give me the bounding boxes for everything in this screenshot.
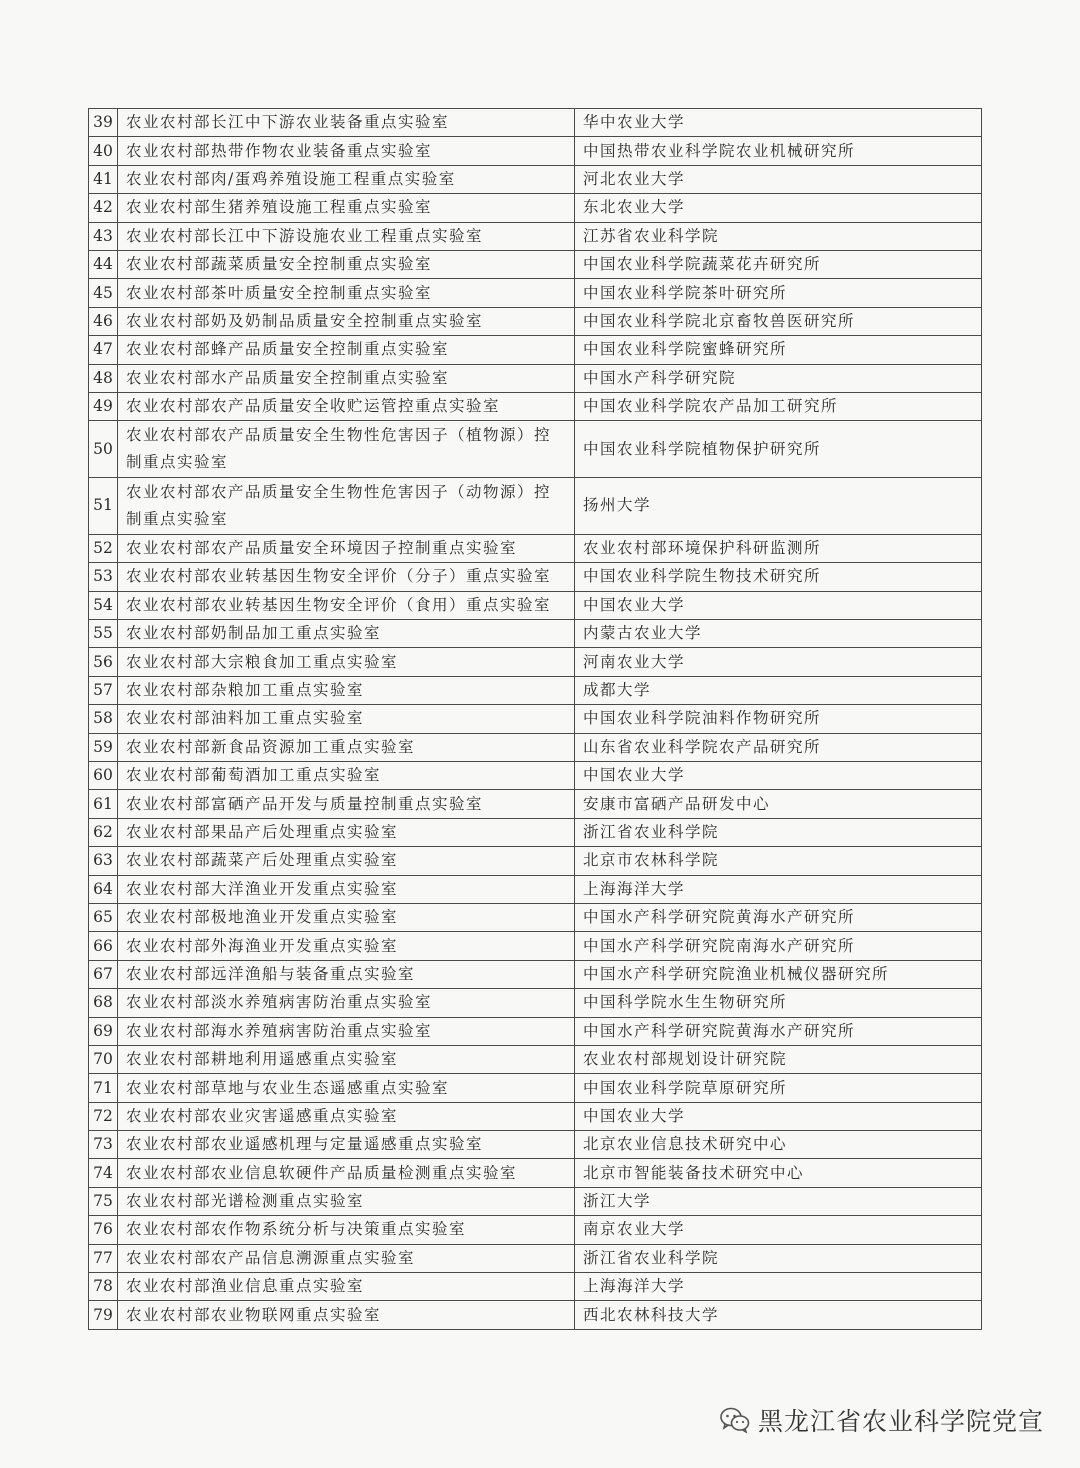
row-number: 79 [89, 1301, 118, 1329]
lab-name: 农业农村部淡水养殖病害防治重点实验室 [118, 989, 575, 1017]
host-organization: 江苏省农业科学院 [575, 222, 982, 250]
table-row [89, 534, 982, 562]
host-organization: 山东省农业科学院农产品研究所 [575, 733, 982, 761]
row-number: 52 [89, 534, 118, 562]
lab-name: 农业农村部蜂产品质量安全控制重点实验室 [118, 336, 575, 364]
table-row [89, 222, 982, 250]
table-row [89, 392, 982, 420]
table-row [89, 307, 982, 335]
table-row [89, 903, 982, 931]
table-row [89, 137, 982, 165]
host-organization: 中国水产科学研究院南海水产研究所 [575, 932, 982, 960]
row-number: 47 [89, 336, 118, 364]
row-number: 41 [89, 165, 118, 193]
lab-name: 农业农村部油料加工重点实验室 [118, 705, 575, 733]
row-number: 73 [89, 1131, 118, 1159]
lab-name: 农业农村部农产品质量安全生物性危害因子（植物源）控制重点实验室 [118, 421, 575, 478]
lab-name: 农业农村部蔬菜质量安全控制重点实验室 [118, 250, 575, 278]
row-number: 74 [89, 1159, 118, 1187]
lab-name: 农业农村部富硒产品开发与质量控制重点实验室 [118, 790, 575, 818]
lab-name: 农业农村部农产品质量安全收贮运管控重点实验室 [118, 392, 575, 420]
lab-name: 农业农村部远洋渔船与装备重点实验室 [118, 960, 575, 988]
host-organization: 上海海洋大学 [575, 1273, 982, 1301]
host-organization: 北京市智能装备技术研究中心 [575, 1159, 982, 1187]
host-organization: 农业农村部规划设计研究院 [575, 1045, 982, 1073]
lab-name: 农业农村部外海渔业开发重点实验室 [118, 932, 575, 960]
row-number: 78 [89, 1273, 118, 1301]
row-number: 61 [89, 790, 118, 818]
lab-name: 农业农村部极地渔业开发重点实验室 [118, 903, 575, 931]
table-row [89, 1187, 982, 1215]
host-organization: 河北农业大学 [575, 165, 982, 193]
host-organization: 中国农业科学院农产品加工研究所 [575, 392, 982, 420]
host-organization: 中国水产科学研究院 [575, 364, 982, 392]
host-organization: 中国农业大学 [575, 762, 982, 790]
row-number: 66 [89, 932, 118, 960]
row-number: 71 [89, 1074, 118, 1102]
host-organization: 北京市农林科学院 [575, 847, 982, 875]
host-organization: 中国农业科学院草原研究所 [575, 1074, 982, 1102]
table-body [89, 109, 982, 1330]
lab-name: 农业农村部水产品质量安全控制重点实验室 [118, 364, 575, 392]
table-row [89, 1273, 982, 1301]
lab-name: 农业农村部长江中下游农业装备重点实验室 [118, 109, 575, 137]
host-organization: 中国水产科学研究院黄海水产研究所 [575, 1017, 982, 1045]
table-row [89, 1102, 982, 1130]
host-organization: 中国水产科学研究院黄海水产研究所 [575, 903, 982, 931]
table-row [89, 1045, 982, 1073]
table-row [89, 1074, 982, 1102]
table-row [89, 1301, 982, 1329]
lab-name: 农业农村部肉/蛋鸡养殖设施工程重点实验室 [118, 165, 575, 193]
lab-name: 农业农村部热带作物农业装备重点实验室 [118, 137, 575, 165]
row-number: 77 [89, 1244, 118, 1272]
watermark-text: 黑龙江省农业科学院党宣 [757, 1407, 1044, 1436]
lab-name: 农业农村部光谱检测重点实验室 [118, 1187, 575, 1215]
table-row [89, 620, 982, 648]
row-number: 67 [89, 960, 118, 988]
row-number: 46 [89, 307, 118, 335]
host-organization: 东北农业大学 [575, 194, 982, 222]
host-organization: 浙江省农业科学院 [575, 818, 982, 846]
wechat-icon [720, 1407, 750, 1433]
row-number: 65 [89, 903, 118, 931]
row-number: 63 [89, 847, 118, 875]
table-row [89, 336, 982, 364]
host-organization: 农业农村部环境保护科研监测所 [575, 534, 982, 562]
table-row [89, 591, 982, 619]
host-organization: 中国农业科学院蔬菜花卉研究所 [575, 250, 982, 278]
table-row [89, 165, 982, 193]
row-number: 45 [89, 279, 118, 307]
table-row [89, 705, 982, 733]
table-row [89, 478, 982, 535]
lab-name: 农业农村部奶及奶制品质量安全控制重点实验室 [118, 307, 575, 335]
table-row [89, 1244, 982, 1272]
lab-name: 农业农村部农业转基因生物安全评价（食用）重点实验室 [118, 591, 575, 619]
table-row [89, 194, 982, 222]
lab-name: 农业农村部大洋渔业开发重点实验室 [118, 875, 575, 903]
table-row [89, 676, 982, 704]
host-organization: 中国农业科学院蜜蜂研究所 [575, 336, 982, 364]
lab-name: 农业农村部葡萄酒加工重点实验室 [118, 762, 575, 790]
row-number: 44 [89, 250, 118, 278]
watermark [720, 1400, 1044, 1440]
lab-name: 农业农村部杂粮加工重点实验室 [118, 676, 575, 704]
host-organization: 中国农业大学 [575, 1102, 982, 1130]
lab-name: 农业农村部农业信息软硬件产品质量检测重点实验室 [118, 1159, 575, 1187]
row-number: 57 [89, 676, 118, 704]
host-organization: 浙江省农业科学院 [575, 1244, 982, 1272]
lab-list-table [88, 108, 982, 1330]
lab-name: 农业农村部果品产后处理重点实验室 [118, 818, 575, 846]
table-row [89, 733, 982, 761]
table-row [89, 875, 982, 903]
host-organization: 中国农业科学院茶叶研究所 [575, 279, 982, 307]
table-row [89, 279, 982, 307]
host-organization: 华中农业大学 [575, 109, 982, 137]
table-row [89, 563, 982, 591]
row-number: 64 [89, 875, 118, 903]
row-number: 40 [89, 137, 118, 165]
table-row [89, 1159, 982, 1187]
host-organization: 南京农业大学 [575, 1216, 982, 1244]
host-organization: 中国农业科学院生物技术研究所 [575, 563, 982, 591]
lab-name: 农业农村部渔业信息重点实验室 [118, 1273, 575, 1301]
lab-name: 农业农村部草地与农业生态遥感重点实验室 [118, 1074, 575, 1102]
host-organization: 中国农业科学院油料作物研究所 [575, 705, 982, 733]
table-row [89, 960, 982, 988]
host-organization: 中国农业大学 [575, 591, 982, 619]
table-row [89, 1131, 982, 1159]
lab-name: 农业农村部农业灾害遥感重点实验室 [118, 1102, 575, 1130]
table-row [89, 109, 982, 137]
row-number: 42 [89, 194, 118, 222]
table-row [89, 847, 982, 875]
row-number: 53 [89, 563, 118, 591]
row-number: 55 [89, 620, 118, 648]
row-number: 43 [89, 222, 118, 250]
row-number: 76 [89, 1216, 118, 1244]
host-organization: 浙江大学 [575, 1187, 982, 1215]
table-row [89, 932, 982, 960]
host-organization: 中国农业科学院北京畜牧兽医研究所 [575, 307, 982, 335]
table-row [89, 989, 982, 1017]
host-organization: 中国水产科学研究院渔业机械仪器研究所 [575, 960, 982, 988]
lab-name: 农业农村部农产品质量安全环境因子控制重点实验室 [118, 534, 575, 562]
lab-name: 农业农村部农产品信息溯源重点实验室 [118, 1244, 575, 1272]
table-row [89, 648, 982, 676]
row-number: 62 [89, 818, 118, 846]
table-row [89, 250, 982, 278]
lab-name: 农业农村部海水养殖病害防治重点实验室 [118, 1017, 575, 1045]
lab-name: 农业农村部生猪养殖设施工程重点实验室 [118, 194, 575, 222]
lab-name: 农业农村部大宗粮食加工重点实验室 [118, 648, 575, 676]
row-number: 72 [89, 1102, 118, 1130]
host-organization: 扬州大学 [575, 478, 982, 535]
lab-name: 农业农村部长江中下游设施农业工程重点实验室 [118, 222, 575, 250]
lab-name: 农业农村部新食品资源加工重点实验室 [118, 733, 575, 761]
table-row [89, 421, 982, 478]
row-number: 60 [89, 762, 118, 790]
host-organization: 河南农业大学 [575, 648, 982, 676]
row-number: 69 [89, 1017, 118, 1045]
lab-name: 农业农村部奶制品加工重点实验室 [118, 620, 575, 648]
lab-name: 农业农村部蔬菜产后处理重点实验室 [118, 847, 575, 875]
host-organization: 中国热带农业科学院农业机械研究所 [575, 137, 982, 165]
row-number: 54 [89, 591, 118, 619]
host-organization: 内蒙古农业大学 [575, 620, 982, 648]
row-number: 51 [89, 478, 118, 535]
lab-name: 农业农村部农业遥感机理与定量遥感重点实验室 [118, 1131, 575, 1159]
row-number: 50 [89, 421, 118, 478]
host-organization: 安康市富硒产品研发中心 [575, 790, 982, 818]
row-number: 39 [89, 109, 118, 137]
row-number: 59 [89, 733, 118, 761]
lab-name: 农业农村部农业物联网重点实验室 [118, 1301, 575, 1329]
host-organization: 成都大学 [575, 676, 982, 704]
table-row [89, 818, 982, 846]
lab-name: 农业农村部耕地利用遥感重点实验室 [118, 1045, 575, 1073]
lab-name: 农业农村部茶叶质量安全控制重点实验室 [118, 279, 575, 307]
host-organization: 北京农业信息技术研究中心 [575, 1131, 982, 1159]
table-row [89, 1216, 982, 1244]
host-organization: 中国科学院水生生物研究所 [575, 989, 982, 1017]
lab-name: 农业农村部农业转基因生物安全评价（分子）重点实验室 [118, 563, 575, 591]
table-row [89, 790, 982, 818]
row-number: 70 [89, 1045, 118, 1073]
host-organization: 中国农业科学院植物保护研究所 [575, 421, 982, 478]
table-row [89, 762, 982, 790]
lab-name: 农业农村部农产品质量安全生物性危害因子（动物源）控制重点实验室 [118, 478, 575, 535]
table-row [89, 364, 982, 392]
row-number: 48 [89, 364, 118, 392]
row-number: 49 [89, 392, 118, 420]
row-number: 56 [89, 648, 118, 676]
row-number: 58 [89, 705, 118, 733]
row-number: 75 [89, 1187, 118, 1215]
host-organization: 上海海洋大学 [575, 875, 982, 903]
host-organization: 西北农林科技大学 [575, 1301, 982, 1329]
row-number: 68 [89, 989, 118, 1017]
table-row [89, 1017, 982, 1045]
lab-name: 农业农村部农作物系统分析与决策重点实验室 [118, 1216, 575, 1244]
